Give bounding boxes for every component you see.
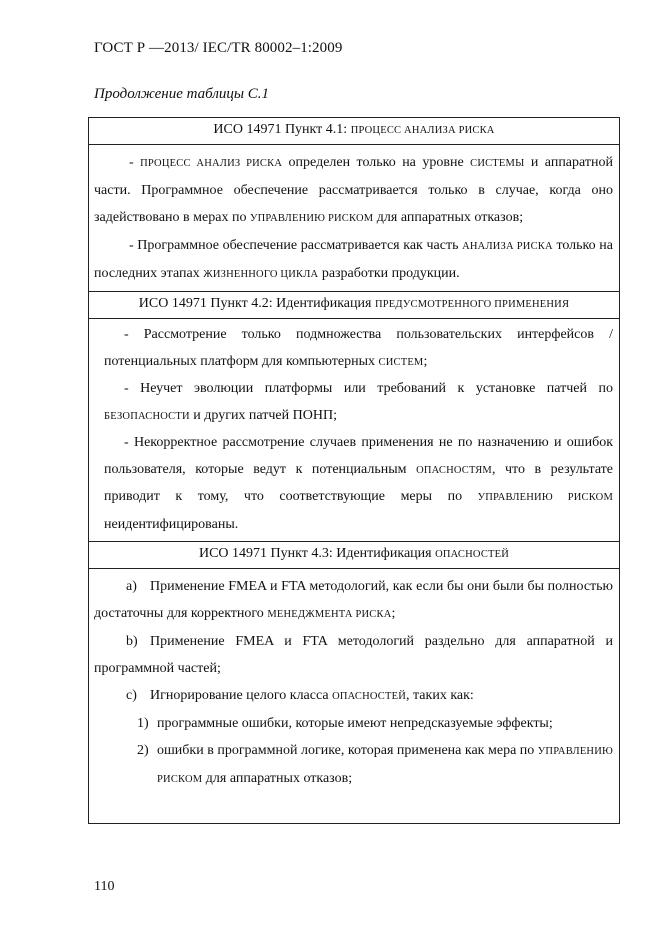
page-number: 110 bbox=[94, 879, 115, 894]
section-body-4-3 bbox=[89, 569, 619, 823]
sub-list-item: 1) программные ошибки, которые имеют непредсказуемые эффекты; bbox=[137, 716, 553, 731]
list-item: b) Применение FMEA и FTA методологий раздельно для аппаратной и программной частей; bbox=[94, 634, 613, 676]
paragraph: - Неучет эволюции платформы или требований к установке патчей по БЕЗОПАСНОСТИ и других патчей ПОНП; bbox=[104, 381, 613, 423]
section-body-4-1 bbox=[89, 145, 619, 292]
section-heading-4-3: ИСО 14971 Пункт 4.3: Идентификация ОПАСНОСТЕЙ bbox=[89, 542, 619, 569]
list-item: a) Применение FMEA и FTA методологий, как если бы они были бы полностью достаточны для корректного МЕНЕДЖМЕНТА РИСКА; bbox=[94, 579, 613, 621]
paragraph: - Программное обеспечение рассматривается как часть АНАЛИЗА РИСКА только на последних этапах ЖИЗНЕННОГО ЦИКЛА разработки продукции. bbox=[94, 238, 613, 281]
paragraph: - ПРОЦЕСС АНАЛИЗ РИСКА определен только на уровне СИСТЕМЫ и аппаратной части. Программное обеспечение рассматривается только в случае, когда оно задействовано в мерах по УПРАВЛЕНИЮ РИСКОМ для аппаратных отказов; bbox=[94, 155, 613, 225]
sub-list-item: 2) ошибки в программной логике, которая применена как мера по УПРАВЛЕНИЮ РИСКОМ для аппаратных отказов; bbox=[137, 743, 613, 786]
table-continuation-caption: Продолжение таблицы С.1 bbox=[94, 86, 270, 102]
section-heading-4-1: ИСО 14971 Пункт 4.1: ПРОЦЕСС АНАЛИЗА РИСКА bbox=[89, 118, 619, 145]
list-item: c) Игнорирование целого класса ОПАСНОСТЕЙ, таких как: bbox=[126, 688, 474, 703]
section-body-4-2 bbox=[89, 319, 619, 542]
paragraph: - Некорректное рассмотрение случаев применения не по назначению и ошибок пользователя, которые ведут к потенциальным ОПАСНОСТЯМ, что в результате приводит к тому, что соответствующие меры по УПРАВЛЕНИЮ РИСКОМ неидентифицированы. bbox=[104, 435, 614, 532]
document-header: ГОСТ Р —2013/ IEC/TR 80002–1:2009 bbox=[94, 40, 343, 56]
table-c1 bbox=[88, 117, 620, 824]
section-heading-4-2: ИСО 14971 Пункт 4.2: Идентификация ПРЕДУСМОТРЕННОГО ПРИМЕНЕНИЯ bbox=[89, 292, 619, 319]
paragraph: - Рассмотрение только подмножества пользовательских интерфейсов / потенциальных платформ для компьютерных СИСТЕМ; bbox=[104, 327, 613, 369]
